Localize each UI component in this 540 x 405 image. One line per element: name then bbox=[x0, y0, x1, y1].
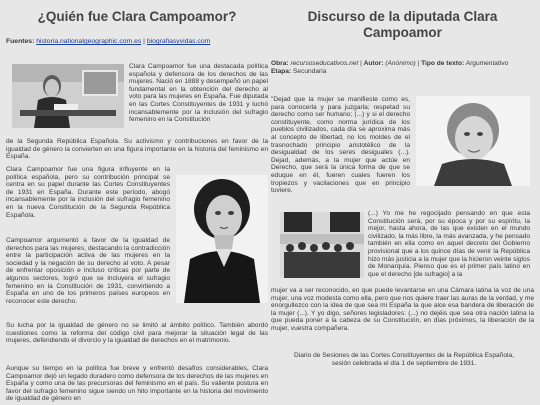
stage-value: Secundaria bbox=[293, 67, 327, 75]
left-para3 bbox=[6, 237, 170, 305]
intro-paragraph-end: de la Segunda República Española. Su activismo y contribuciones en favor de la igualdad de género la convierten en una figura importante en la historia del feminismo en España. bbox=[6, 138, 268, 161]
sources-label: Fuentes bbox=[6, 38, 33, 45]
work-label: Obra bbox=[271, 60, 287, 67]
paragraph-4: Su lucha por la igualdad de género no se limitó al ámbito político. También abordó cuestiones como la reforma del código civil para mejorar la situación legal de las mujeres, defendiendo el divorcio y la igualdad de derechos en el matrimonio. bbox=[6, 322, 268, 345]
paragraph-5: Aunque su tiempo en la política fue breve y enfrentó desafíos considerables, Clara Campoamor dejó un legado duradero como defensora de los derechos de las mujeres en España y como una de las precursoras del feminismo en el país. Su valiente postura en favor del sufragio femenino sigue siendo un hito importante en la historia del movimiento de igualdad de género en bbox=[6, 365, 268, 403]
author-value: (Anónimo) bbox=[385, 60, 416, 67]
right-quote2-top bbox=[368, 210, 530, 278]
sources-line: Fuentes: historia.nationalgeographic.com.es | biografiasyvidas.com bbox=[6, 38, 211, 45]
type-label: Tipo de texto bbox=[421, 60, 463, 67]
right-column bbox=[271, 0, 534, 75]
intro-paragraph-start: Clara Campoamor fue una destacada política española y defensora de los derechos de las mujeres. Nació en 1888 y desempeñó un papel fundamental en la obtención del derecho al voto para las mujeres en España. Fue diputada en las Cortes Constituyentes de 1931 y luchó incansablemente por la inclusión del sufragio femenino en la Constitución bbox=[129, 63, 268, 124]
quote-paragraph-2-end: mujer va a ser reconocido, en que puede levantarse en una Cámara latina la voz de una mujer, una voz modesta como ella, pero que nos quiere traer las auras de la verdad, y me enorgullezco con la idea de que sea mi España la que alce esa bandera de liberación de la mujer (...). Y yo digo, señores legisladores: (...) no dejéis que sea otra nación latina la que pueda poner a la cabeza de su Constitución, en días próximos, la liberación de la mujer, vuestra compañera. bbox=[271, 287, 534, 332]
type-value: Argumentativo bbox=[465, 60, 509, 67]
stage-label: Etapa bbox=[271, 67, 289, 75]
source-caption: Diario de Sesiones de las Cortes Constituyentes de la República Española, sesión celebrada el día 1 de septiembre de 1931. bbox=[294, 352, 514, 367]
quote-paragraph-2-start: (...) Yo me he regocijado pensando en que esta Constitución será, por su época y por su espíritu, la mejor, hasta ahora, de las que existen en el mundo civilizado, la más libre, la más avanzada, y he pensado también en ella como en aquel decreto del Gobierno provisional que a los quince días de venir la República hizo más justicia a la mujer que la hicieron veinte siglos de Monarquía. Pienso que es el primer país latino en que el derecho [de sufragio] a la bbox=[368, 210, 530, 278]
photo-campoamor-desk bbox=[12, 64, 124, 128]
paragraph-2: Clara Campoamor fue una figura influyente en la política española, pero su contribución principal se centra en su papel durante las Cortes Constituyentes de 1931 en España. Durante este período, abogó incansablemente por la inclusión del sufragio femenino en la nueva Constitución de la Segunda República Española. bbox=[6, 166, 170, 219]
work-value: recursoseducativos.net bbox=[290, 60, 359, 67]
paragraph-3: Campoamor argumentó a favor de la igualdad de derechos para las mujeres, destacando la contradicción entre la participación activa de las mujeres en la sociedad y la negación de su derecho al voto. A pesar de enfrentar oposición e incluso críticas por parte de algunos sectores, logró que se incluyera el sufragio femenino en la Constitución de 1931, convirtiendo a España en uno de los primeros países europeos en reconocer este derecho. bbox=[6, 237, 170, 305]
source-separator: | bbox=[143, 38, 145, 45]
left-para5 bbox=[6, 365, 268, 403]
left-title: ¿Quién fue Clara Campoamor? bbox=[37, 9, 237, 24]
left-column bbox=[6, 0, 268, 46]
right-quote1 bbox=[271, 96, 410, 195]
left-para4 bbox=[6, 322, 268, 345]
left-para2 bbox=[6, 166, 170, 219]
photo-parliament-group bbox=[280, 212, 364, 278]
right-title: Discurso de la diputada Clara Campoamor bbox=[307, 9, 498, 40]
photo-campoamor-portrait bbox=[176, 175, 268, 303]
photo-campoamor-elderly bbox=[416, 96, 530, 186]
metadata-block: Obra: recursoseducativos.net | Autor: (Anónimo) | Tipo de texto: Argumentativo Etapa: Secundaria bbox=[271, 60, 509, 75]
author-label: Autor bbox=[363, 60, 382, 67]
right-quote2-bottom bbox=[271, 287, 534, 333]
left-para1-top bbox=[129, 63, 268, 124]
quote-paragraph-1: "Dejad que la mujer se manifieste como es, para conocerla y para juzgarla; respetad su derecho como ser humano; (...) y si el derecho constituyente, como norma jurídica de los pueblos civilizados, cada día se aproxima más al concepto de libertad, no los moldes de el trasnochado principio aristotélico de la desigualdad de los seres desiguales (...). Dejad, además, a la mujer que actúe en Derecho, que será la única forma de que se eduque en él, fueren cuales fueren los tropiezos y vacilaciones que en principio tuviere. bbox=[271, 96, 410, 195]
source-link-national-geographic[interactable]: historia.nationalgeographic.com.es bbox=[36, 38, 142, 45]
right-caption bbox=[284, 352, 524, 367]
left-para1-bottom bbox=[6, 138, 268, 161]
source-link-biografias[interactable]: biografiasyvidas.com bbox=[146, 38, 211, 45]
